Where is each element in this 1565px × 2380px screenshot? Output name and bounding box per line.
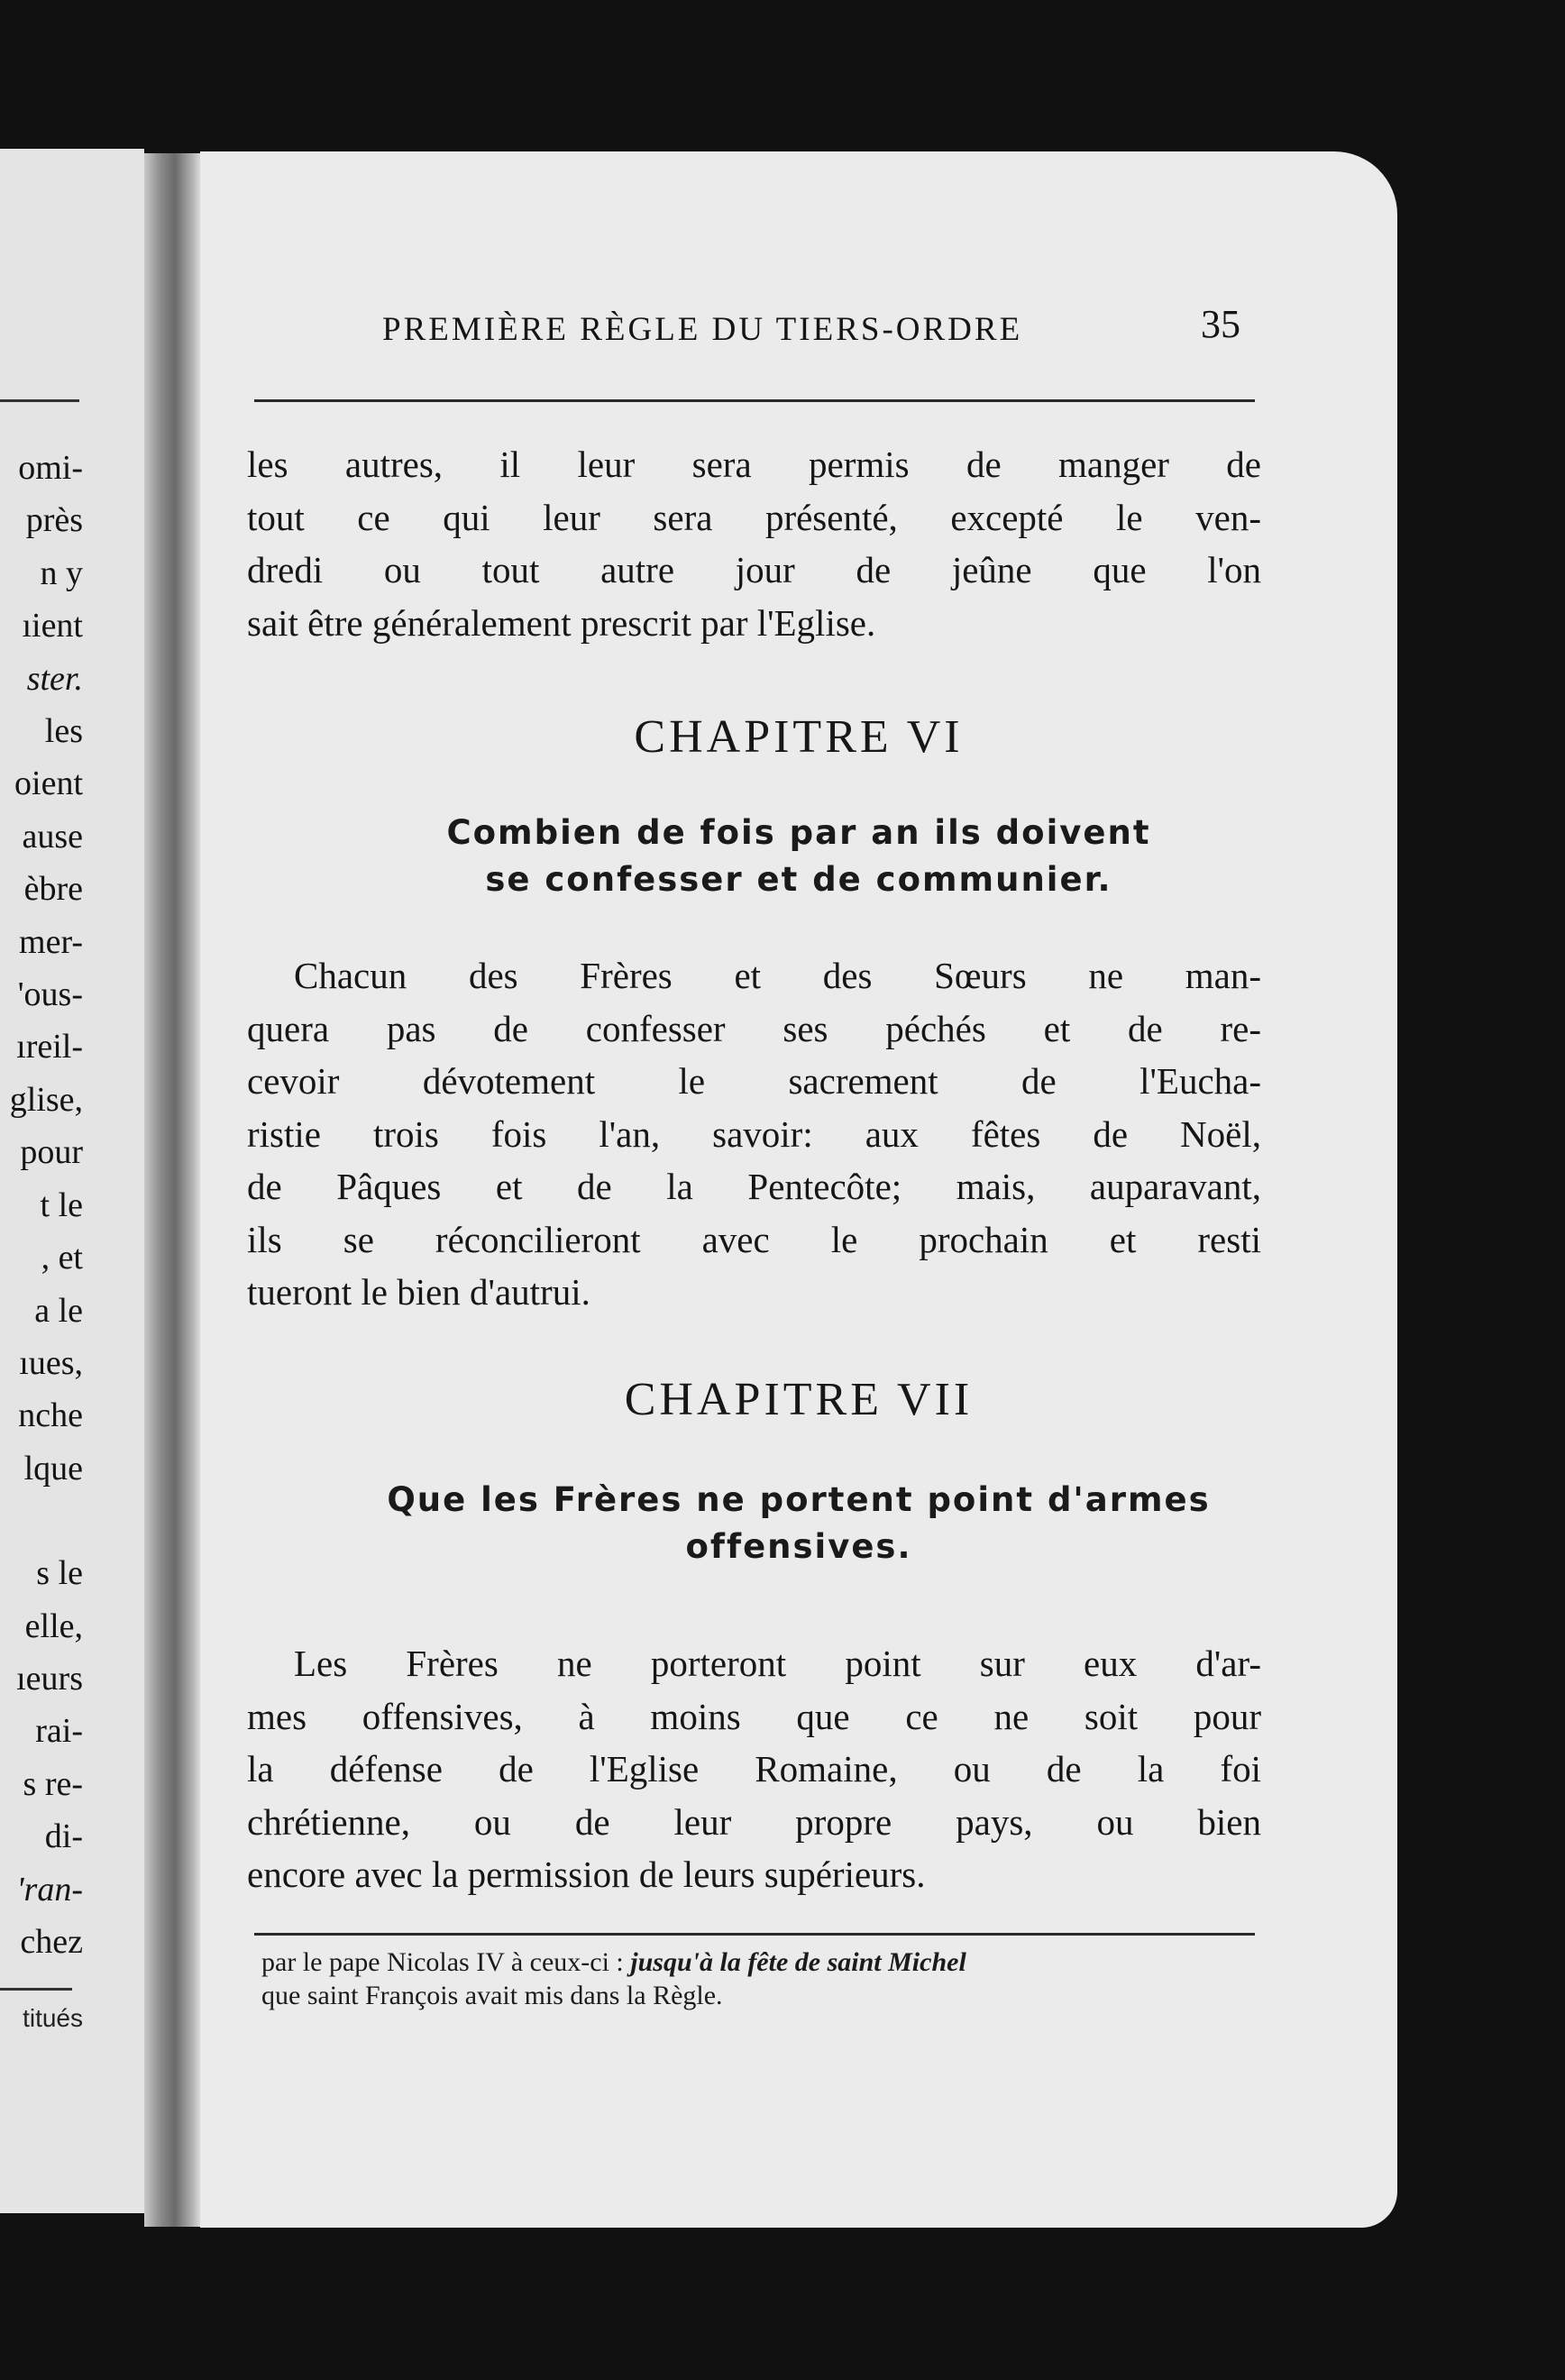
left-line: èbre bbox=[23, 870, 83, 909]
footnote-italic: jusqu'à la fête de saint Michel bbox=[630, 1947, 966, 1977]
chapter-7-paragraph bbox=[247, 1637, 1261, 1901]
text-line: dredi ou tout autre jour de jeûne que l'on bbox=[247, 549, 1261, 590]
left-line: n y bbox=[40, 554, 83, 592]
left-line: glise, bbox=[9, 1080, 83, 1119]
subtitle-line: se confesser et de communier. bbox=[485, 860, 1112, 899]
text-line: Chacun des Frères et des Sœurs ne man- bbox=[294, 955, 1261, 996]
left-line: s re- bbox=[23, 1764, 83, 1803]
left-footnote-rule bbox=[0, 1988, 72, 1991]
text-line: quera pas de confesser ses péchés et de re- bbox=[247, 1007, 1261, 1049]
left-line: a le bbox=[34, 1291, 83, 1330]
left-line: , et bbox=[41, 1239, 83, 1277]
text-line: la défense de l'Eglise Romaine, ou de la foi bbox=[247, 1748, 1261, 1790]
left-line: ıient bbox=[22, 607, 83, 645]
left-line: ıreil- bbox=[16, 1028, 83, 1066]
chapter-6-subtitle bbox=[200, 810, 1397, 903]
text-line: encore avec la permission de leurs supérieurs. bbox=[247, 1854, 926, 1895]
left-line: elle, bbox=[24, 1606, 83, 1645]
text-line: mes offensives, à moins que ce ne soit pour bbox=[247, 1695, 1261, 1737]
chapter-7-subtitle bbox=[200, 1477, 1397, 1570]
footnote bbox=[261, 1945, 1262, 2012]
chapter-6-paragraph bbox=[247, 949, 1261, 1319]
left-footnote-fragment: titués bbox=[23, 2004, 83, 2032]
paragraph-continuation bbox=[247, 438, 1261, 649]
running-title: PREMIÈRE RÈGLE DU TIERS-ORDRE bbox=[382, 311, 1023, 348]
right-page bbox=[200, 151, 1397, 2228]
left-page-text bbox=[10, 442, 83, 1968]
left-line: 'ous- bbox=[17, 975, 83, 1014]
text-line: les autres, il leur sera permis de manger de bbox=[247, 444, 1261, 485]
left-line: omi- bbox=[18, 449, 83, 487]
left-line: di- bbox=[44, 1817, 83, 1856]
header-rule bbox=[254, 399, 1255, 402]
left-line: ster. bbox=[26, 659, 83, 698]
left-line: rai- bbox=[35, 1712, 83, 1751]
text-line: ristie trois fois l'an, savoir: aux fêtes de Noël, bbox=[247, 1112, 1261, 1155]
footnote-rule bbox=[254, 1933, 1255, 1936]
left-facing-page bbox=[0, 149, 144, 2213]
left-line: ıues, bbox=[19, 1343, 83, 1382]
chapter-7-heading: CHAPITRE VII bbox=[624, 1374, 974, 1425]
subtitle-line: Combien de fois par an ils doivent bbox=[446, 813, 1151, 852]
left-line: les bbox=[44, 712, 83, 751]
text-line: Les Frères ne porteront point sur eux d'ar- bbox=[294, 1643, 1261, 1684]
left-line: lque bbox=[23, 1449, 83, 1488]
left-line-gap bbox=[10, 1495, 83, 1547]
footnote-line-2: que saint François avait mis dans la Règle. bbox=[261, 1981, 723, 2010]
footnote-plain: par le pape Nicolas IV à ceux-ci : bbox=[261, 1947, 631, 1977]
footnote-line-1 bbox=[261, 1945, 1262, 1979]
left-line: chez bbox=[20, 1922, 83, 1961]
left-line: 'ran- bbox=[16, 1870, 83, 1909]
left-line: mer- bbox=[19, 922, 83, 961]
book-gutter bbox=[144, 153, 200, 2227]
text-line: sait être généralement prescrit par l'Eglise. bbox=[247, 601, 876, 644]
text-line: ils se réconcilieront avec le prochain et resti bbox=[247, 1218, 1261, 1260]
text-line: tueront le bien d'autrui. bbox=[247, 1271, 590, 1313]
subtitle-line: offensives. bbox=[685, 1527, 912, 1566]
left-line: t le bbox=[40, 1185, 83, 1224]
subtitle-line: Que les Frères ne portent point d'armes bbox=[387, 1480, 1211, 1519]
left-line: ause bbox=[22, 817, 83, 856]
text-line: cevoir dévotement le sacrement de l'Eucha- bbox=[247, 1060, 1261, 1102]
text-line: tout ce qui leur sera présenté, excepté le ven- bbox=[247, 496, 1261, 538]
page-number: 35 bbox=[1201, 302, 1240, 346]
left-line: pour bbox=[20, 1133, 83, 1172]
left-line: près bbox=[25, 501, 83, 540]
chapter-6-heading: CHAPITRE VI bbox=[634, 711, 964, 763]
text-line: chrétienne, ou de leur propre pays, ou bien bbox=[247, 1800, 1261, 1843]
left-line: ıeurs bbox=[16, 1659, 83, 1698]
left-line: s le bbox=[36, 1554, 83, 1593]
text-line: de Pâques et de la Pentecôte; mais, auparavant, bbox=[247, 1166, 1261, 1207]
left-line: oient bbox=[14, 764, 83, 803]
left-header-rule bbox=[0, 399, 79, 402]
left-line: nche bbox=[18, 1396, 83, 1435]
